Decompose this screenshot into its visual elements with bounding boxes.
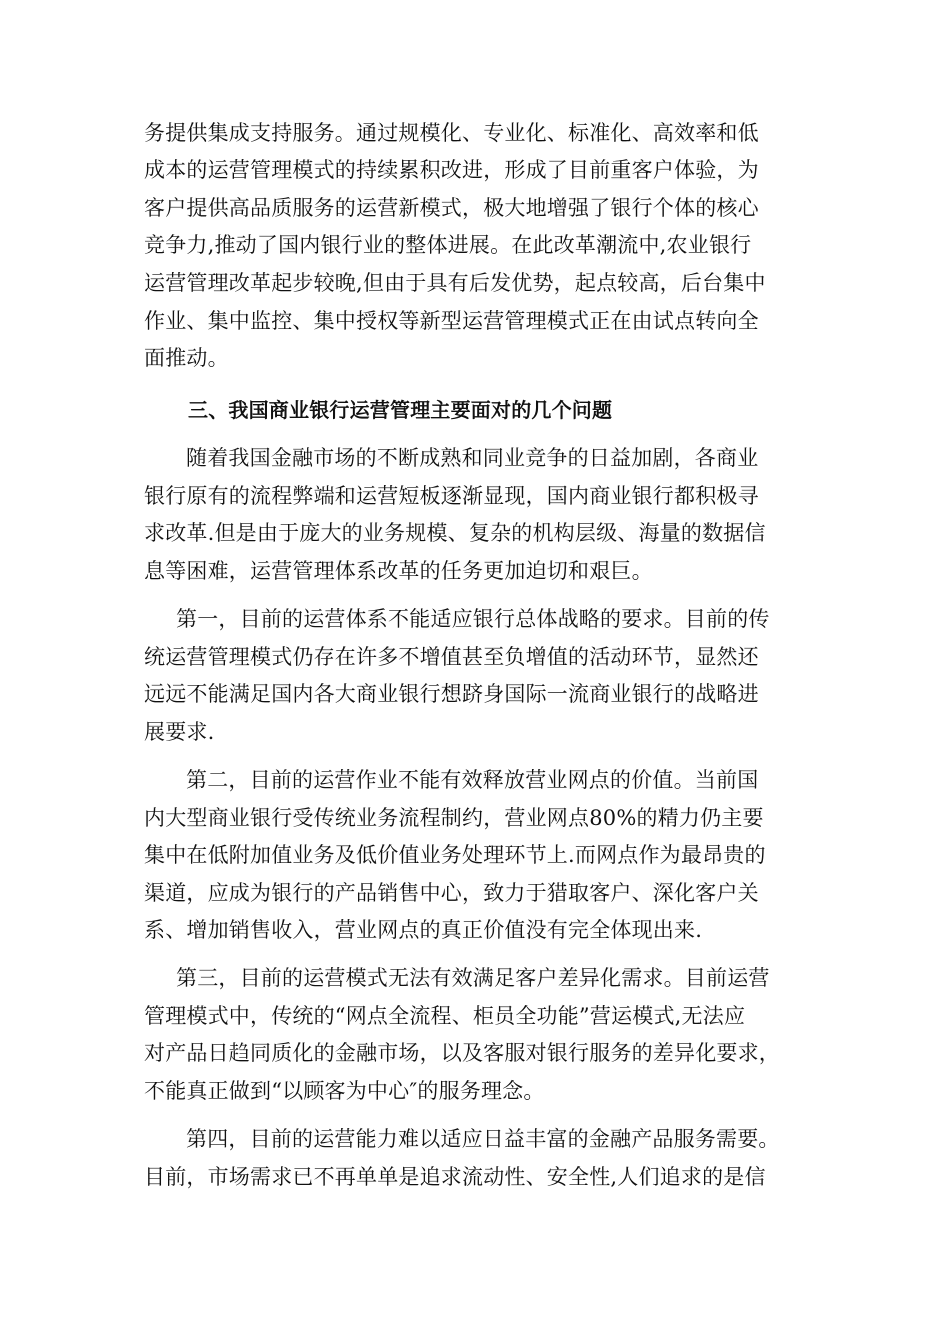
text-line: 统运营管理模式仍存在许多不增值甚至负增值的活动环节，显然还 <box>144 645 759 669</box>
text-line: 第一，目前的运营体系不能适应银行总体战略的要求。目前的传 <box>176 607 770 631</box>
text-line: 第三，目前的运营模式无法有效满足客户差异化需求。目前运营 <box>176 966 770 990</box>
text-line: 内大型商业银行受传统业务流程制约，营业网点80%的精力仍主要 <box>144 806 764 830</box>
text-line: 第四，目前的运营能力难以适应日益丰富的金融产品服务需要。 <box>186 1127 780 1151</box>
text-line: 运营管理改革起步较晚,但由于具有后发优势，起点较高，后台集中 <box>144 271 766 295</box>
text-line: 客户提供高品质服务的运营新模式，极大地增强了银行个体的核心 <box>144 196 759 220</box>
text-line: 对产品日趋同质化的金融市场，以及客服对银行服务的差异化要求， <box>144 1041 780 1065</box>
text-line: 渠道，应成为银行的产品销售中心，致力于猎取客户、深化客户关 <box>144 881 759 905</box>
text-line: 求改革.但是由于庞大的业务规模、复杂的机构层级、海量的数据信 <box>144 521 766 545</box>
text-line: 集中在低附加值业务及低价值业务处理环节上.而网点作为最昂贵的 <box>144 843 766 867</box>
text-line: 目前，市场需求已不再单单是追求流动性、安全性,人们追求的是信 <box>144 1165 766 1189</box>
text-line: 远远不能满足国内各大商业银行想跻身国际一流商业银行的战略进 <box>144 682 759 706</box>
text-line: 作业、集中监控、集中授权等新型运营管理模式正在由试点转向全 <box>144 309 759 333</box>
text-line: 银行原有的流程弊端和运营短板逐渐显现，国内商业银行都积极寻 <box>144 484 759 508</box>
text-line: 息等困难，运营管理体系改革的任务更加迫切和艰巨。 <box>144 559 653 583</box>
text-line: 务提供集成支持服务。通过规模化、专业化、标准化、高效率和低 <box>144 121 759 145</box>
text-line: 成本的运营管理模式的持续累积改进，形成了目前重客户体验，为 <box>144 158 759 182</box>
text-line: 第二，目前的运营作业不能有效释放营业网点的价值。当前国 <box>186 768 759 792</box>
section-heading: 三、我国商业银行运营管理主要面对的几个问题 <box>188 398 613 422</box>
text-line: 面推动。 <box>144 346 229 370</box>
text-line: 竞争力,推动了国内银行业的整体进展。在此改革潮流中,农业银行 <box>144 233 752 257</box>
text-line: 管理模式中，传统的“网点全流程、柜员全功能”营运模式,无法应 <box>144 1004 746 1028</box>
text-line: 系、增加销售收入，营业网点的真正价值没有完全体现出来. <box>144 918 703 942</box>
text-line: 不能真正做到“以顾客为中心″的服务理念。 <box>144 1079 545 1103</box>
text-line: 随着我国金融市场的不断成熟和同业竞争的日益加剧，各商业 <box>186 446 759 470</box>
text-line: 展要求. <box>144 720 215 744</box>
